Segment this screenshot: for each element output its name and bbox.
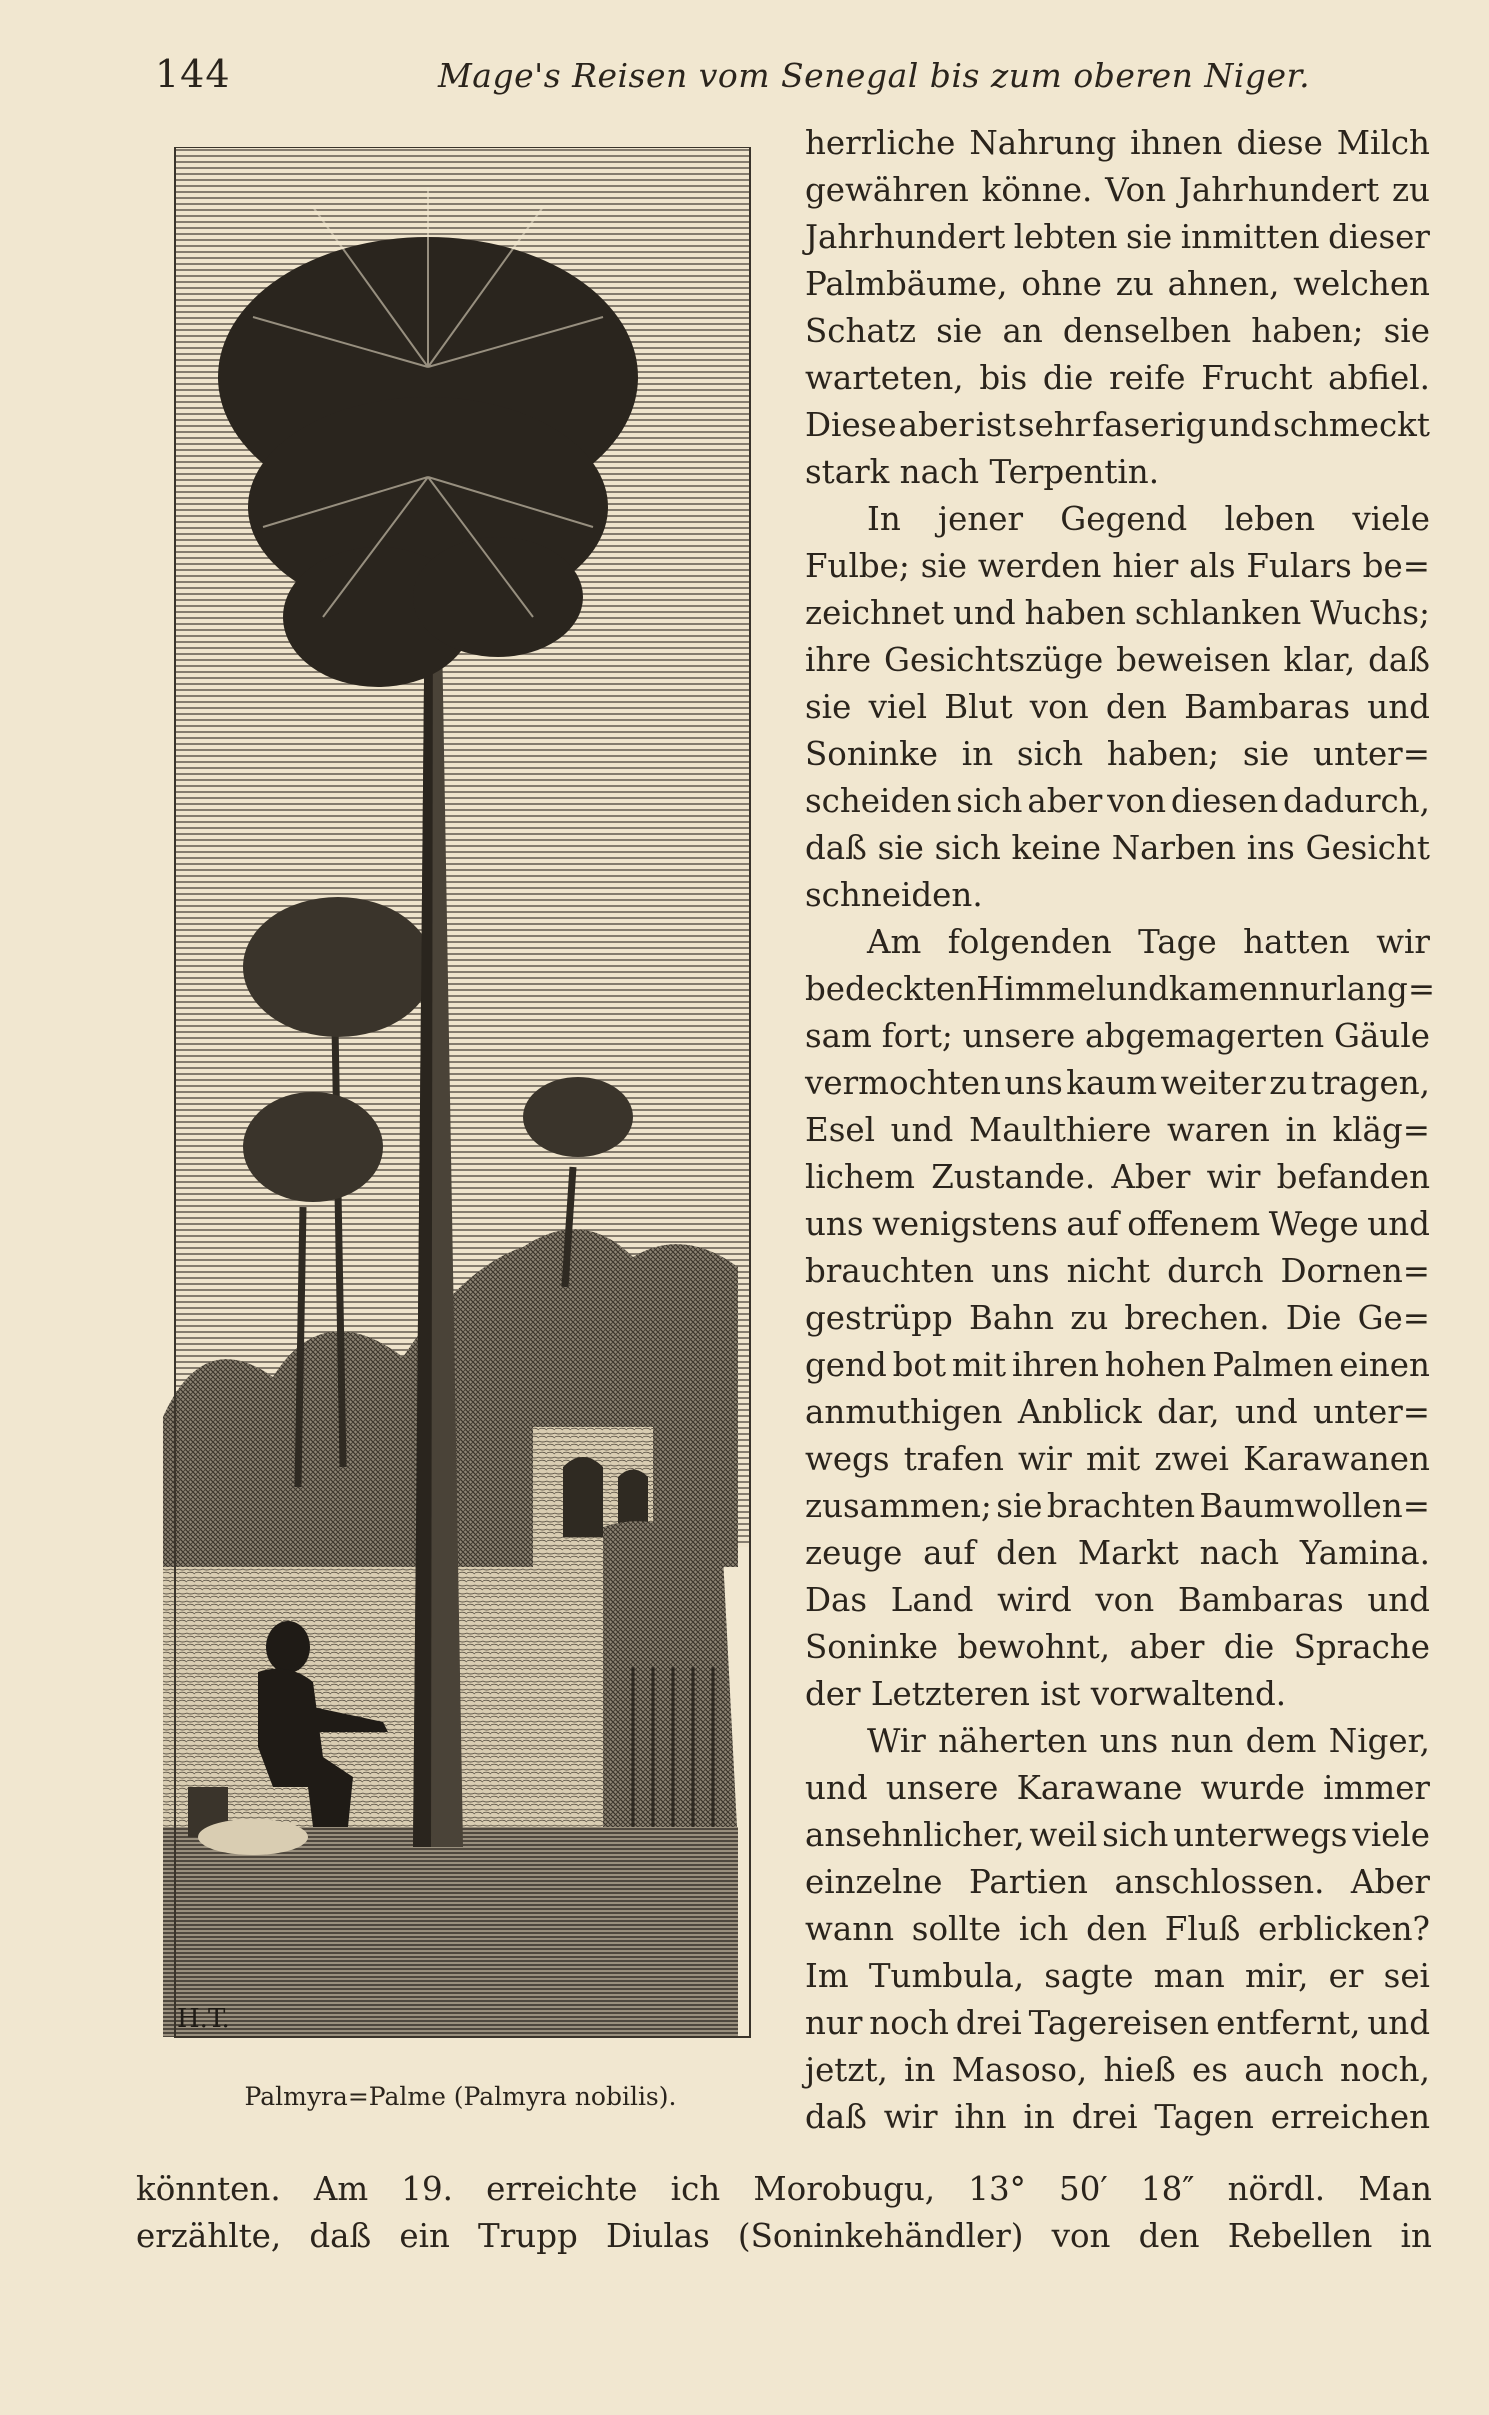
text-line: der Letzteren ist vorwaltend. bbox=[805, 1675, 1287, 1713]
figure bbox=[163, 147, 758, 2111]
text-line: warteten, bis die reife Frucht abfiel. bbox=[805, 359, 1430, 397]
text-line: In jener Gegend leben viele bbox=[867, 500, 1430, 538]
text-line: anmuthigen Anblick dar, und unter= bbox=[805, 1393, 1430, 1431]
text-line: Am folgenden Tage hatten wir bbox=[867, 923, 1430, 961]
text-line: nur noch drei Tagereisen entfernt, und bbox=[805, 2004, 1430, 2042]
artist-mark: H.T. bbox=[177, 2004, 230, 2034]
text-line: Jahrhundert lebten sie inmitten dieser bbox=[805, 218, 1430, 256]
text-line: Das Land wird von Bambaras und bbox=[805, 1581, 1430, 1619]
text-line: zeichnet und haben schlanken Wuchs; bbox=[805, 594, 1430, 632]
text-line: jetzt, in Masoso, hieß es auch noch, bbox=[805, 2051, 1430, 2089]
page-number: 144 bbox=[155, 52, 231, 96]
palmyra-palm-engraving-icon bbox=[163, 147, 758, 2047]
text-line: erzählte, daß ein Trupp Diulas (Soninkehändler) von den Rebellen in bbox=[136, 2217, 1432, 2255]
text-line: Palmbäume, ohne zu ahnen, welchen bbox=[805, 265, 1430, 303]
text-line: Schatz sie an denselben haben; sie bbox=[805, 312, 1430, 350]
text-line: sie viel Blut von den Bambaras und bbox=[805, 688, 1430, 726]
full-width-text bbox=[136, 2166, 1432, 2260]
text-line: ihre Gesichtszüge beweisen klar, daß bbox=[805, 641, 1430, 679]
text-line: herrliche Nahrung ihnen diese Milch bbox=[805, 124, 1430, 162]
text-line: einzelne Partien anschlossen. Aber bbox=[805, 1863, 1430, 1901]
text-line: zeuge auf den Markt nach Yamina. bbox=[805, 1534, 1430, 1572]
text-line: lichem Zustande. Aber wir befanden bbox=[805, 1158, 1430, 1196]
running-head: Mage's Reisen vom Senegal bis zum oberen Niger. bbox=[438, 56, 1311, 95]
text-line: stark nach Terpentin. bbox=[805, 453, 1160, 491]
text-line: daß sie sich keine Narben ins Gesicht bbox=[805, 829, 1430, 867]
text-line: uns wenigstens auf offenem Wege und bbox=[805, 1205, 1430, 1243]
text-line: wann sollte ich den Fluß erblicken? bbox=[805, 1910, 1430, 1948]
figure-caption: Palmyra=Palme (Palmyra nobilis). bbox=[244, 2082, 677, 2111]
text-line: und unsere Karawane wurde immer bbox=[805, 1769, 1430, 1807]
text-line: gewähren könne. Von Jahrhundert zu bbox=[805, 171, 1430, 209]
text-line: Soninke in sich haben; sie unter= bbox=[805, 735, 1430, 773]
text-line: scheiden sich aber von diesen dadurch, bbox=[805, 782, 1430, 820]
text-column bbox=[805, 120, 1436, 2141]
text-line: daß wir ihn in drei Tagen erreichen bbox=[805, 2098, 1430, 2136]
text-line: Soninke bewohnt, aber die Sprache bbox=[805, 1628, 1430, 1666]
text-line: Fulbe; sie werden hier als Fulars be= bbox=[805, 547, 1430, 585]
text-line: könnten. Am 19. erreichte ich Morobugu, 13° 50′ 18″ nördl. Man bbox=[136, 2170, 1432, 2208]
text-line: sam fort; unsere abgemagerten Gäule bbox=[805, 1017, 1430, 1055]
text-line: Diese aber ist sehr faserig und schmeckt bbox=[805, 406, 1430, 444]
text-line: schneiden. bbox=[805, 876, 983, 914]
text-line: brauchten uns nicht durch Dornen= bbox=[805, 1252, 1430, 1290]
text-line: wegs trafen wir mit zwei Karawanen bbox=[805, 1440, 1430, 1478]
text-line: ansehnlicher, weil sich unterwegs viele bbox=[805, 1816, 1430, 1854]
text-line: Esel und Maulthiere waren in kläg= bbox=[805, 1111, 1430, 1149]
page-header bbox=[155, 52, 1335, 112]
text-line: gend bot mit ihren hohen Palmen einen bbox=[805, 1346, 1430, 1384]
text-line: gestrüpp Bahn zu brechen. Die Ge= bbox=[805, 1299, 1430, 1337]
text-line: Im Tumbula, sagte man mir, er sei bbox=[805, 1957, 1430, 1995]
text-line: bedeckten Himmel und kamen nur lang= bbox=[805, 970, 1436, 1008]
text-line: vermochten uns kaum weiter zu tragen, bbox=[805, 1064, 1430, 1102]
text-line: zusammen; sie brachten Baumwollen= bbox=[805, 1487, 1430, 1525]
text-line: Wir näherten uns nun dem Niger, bbox=[867, 1722, 1430, 1760]
